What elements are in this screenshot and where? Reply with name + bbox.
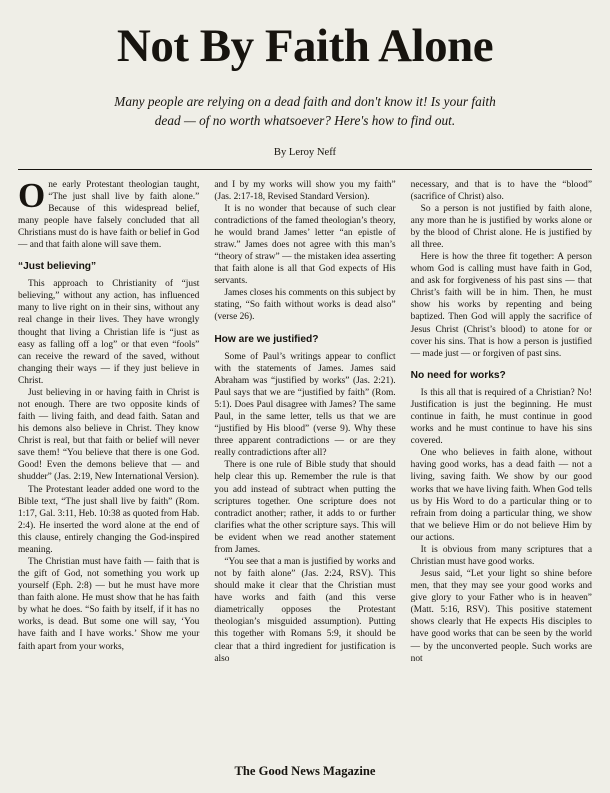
paragraph: This approach to Christianity of “just believing,” without any action, has influenced many to live right on in their sins, without any real change in their lives. They have wrongly thought that living a Christian life is “just as easy as falling off a log” or that even “fools” can receive the reward of the saved, without changing their ways — if they just believe in Christ. bbox=[18, 279, 200, 386]
paragraph-text: ne early Protestant theologian taught, “The just shall live by faith alone.” Because of this widespread belief, many people have falsely concluded that all Christians must do is have faith or belief in God — and that faith alone will save them. bbox=[18, 179, 200, 251]
paragraph: It is obvious from many scriptures that a Christian must have good works. bbox=[410, 544, 592, 567]
section-heading-how-are-we-justified: How are we justified? bbox=[214, 333, 319, 345]
paragraph: There is one rule of Bible study that should help clear this up. Remember the rule is that you add instead of subtract when putting the scriptures together. One scripture does not contradict another; rather, it adds to or further clarifies what the other scripture says. This will be evident when we read another statement from James. bbox=[214, 460, 396, 555]
article-deck: Many people are relying on a dead faith and don't know it! Is your faith dead — of no worth whatsoever? Here's how to find out. bbox=[114, 93, 496, 128]
paragraph: So a person is not justified by faith alone, any more than he is justified by works alone or by the blood of Christ alone. He is justified by all three. bbox=[410, 203, 592, 251]
page-title: Not By Faith Alone bbox=[116, 20, 494, 72]
article-column-1 bbox=[18, 175, 200, 791]
article-column-3 bbox=[411, 179, 592, 791]
paragraph: Is this all that is required of a Christian? No! Justification is just the beginning. He must continue in faith, he must continue in good works and he must continue to have his sins covered. bbox=[410, 387, 592, 447]
paragraph: Jesus said, “Let your light so shine before men, that they may see your good works and give glory to your Father who is in heaven” (Matt. 5:16, RSV). This positive statement shows clearly that He expects His disciples to have good works that can be seen by the world — by the unconverted people. Such works are not bbox=[410, 569, 592, 664]
drop-cap: O bbox=[18, 175, 46, 215]
paragraph: The Christian must have faith — faith that is the gift of God, not something you work up yourself (Eph. 2:8) — but he must have more than faith alone. He must show that he has faith by what he does. “So faith by itself, if it has no works, is dead. But some one will say, ‘You have faith and I have works.’ Show me your faith apart from your works, bbox=[18, 557, 200, 652]
section-heading-just-believing: “Just believing” bbox=[18, 261, 97, 273]
publication-footer: The Good News Magazine bbox=[234, 764, 376, 778]
paragraph: Just believing in or having faith in Christ is not enough. There are two opposite kinds of faith — living faith, and dead faith. Satan and his demons also believe in Christ. They know Christ is real, but that faith or belief will never save them! “You believe that there is one God. Good! Even the demons believe that — and shudder” (Jas. 2:19, New International Version). bbox=[18, 387, 200, 483]
article-columns bbox=[18, 175, 592, 791]
paragraph: It is no wonder that because of such clear contradictions of the famed theologian’s theory, he would brand James’ letter “an epistle of straw.” James does not agree with this man’s “theory of straw” — the mistaken idea asserting that faith alone is all that God expects of His servants. bbox=[214, 203, 396, 287]
paragraph: Some of Paul’s writings appear to conflict with the statements of James. James said Abraham was “justified by works” (Jas. 2:21). Paul says that we are “justified by faith” (Rom. 5:1). Does Paul disagree with James? The same Paul, in the same letter, tells us that we are “justified by His blood” (verse 9). Why these three apparent contradictions — or are they really contradictions after all? bbox=[214, 351, 396, 459]
paragraph: and I by my works will show you my faith” (Jas. 2:17-18, Revised Standard Version). bbox=[214, 179, 396, 202]
paragraph: Here is how the three fit together: A person whom God is calling must have faith in God, and ask for forgiveness of his past sins — that Christ’s faith will be in him. Then, he must show his works by repenting and being baptized. Then God will apply the sacrifice of Jesus Christ (Christ’s blood) to atone for or cover his sins. That is how a person is justified — made just — or forgiven of past sins. bbox=[410, 252, 592, 359]
header-divider bbox=[18, 169, 592, 170]
article-column-2 bbox=[214, 179, 395, 791]
article-byline: By Leroy Neff bbox=[273, 146, 337, 158]
paragraph: One who believes in faith alone, without having good works, has a dead faith — not a living, saving faith. We show by our good works that we have living faith. When God tells us by His Word to do a particular thing or to refrain from doing a particular thing, we show that we believe Him or do not believe Him by our actions. bbox=[410, 448, 592, 543]
paragraph: necessary, and that is to have the “blood” (sacrifice of Christ) also. bbox=[410, 179, 592, 202]
paragraph: The Protestant leader added one word to the Bible text, “The just shall live by faith” (Rom. 1:17, Gal. 3:11, Heb. 10:38 as quoted from Hab. 2:4). He inserted the word alone at the end of this clause, entirely changing the God-inspired meaning. bbox=[18, 484, 200, 555]
paragraph: James closes his comments on this subject by stating, “So faith without works is dead also” (verse 26). bbox=[214, 288, 396, 323]
paragraph bbox=[18, 175, 200, 251]
paragraph: “You see that a man is justified by works and not by faith alone” (Jas. 2:24, RSV). This should make it clear that the Christian must have works and faith (and this verse diametrically opposes the Protestant theologian’s misguided assumption). Putting this together with Romans 5:9, it should be clear that a third ingredient for justification is also bbox=[214, 557, 396, 664]
section-heading-no-need-for-works: No need for works? bbox=[410, 369, 506, 381]
